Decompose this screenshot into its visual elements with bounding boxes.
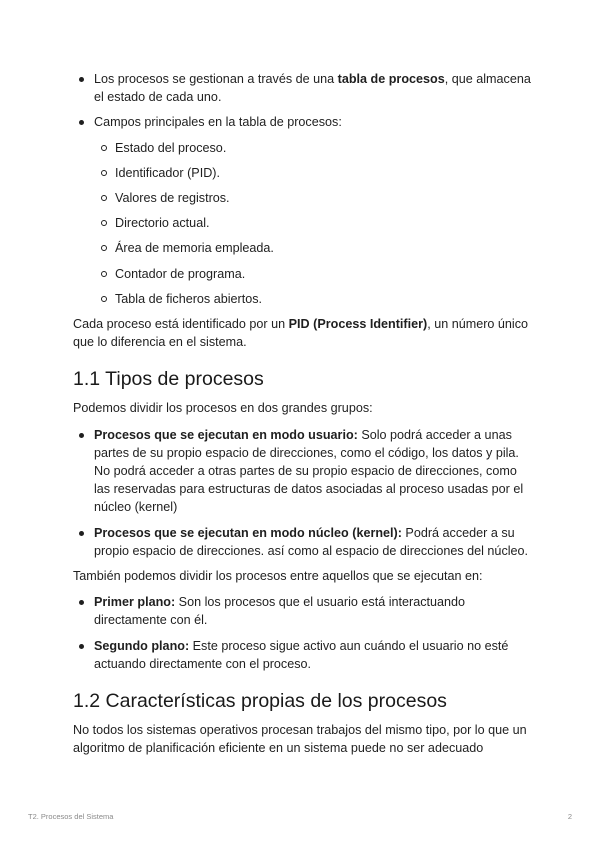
pid-paragraph: Cada proceso está identificado por un PID (Process Identifier), un número único que lo diferencia en el sistema. (73, 317, 529, 350)
field-item: Estado del proceso. (94, 139, 533, 157)
section-heading: 1.1 Tipos de procesos (73, 368, 264, 391)
page-number: 2 (567, 812, 572, 821)
list-item: Campos principales en la tabla de procesos: Estado del proceso. Identificador (PID). Valores de registros. Directorio actual. Área de memoria empleada. Contador de programa. Tabla de ficheros abiertos. (73, 113, 533, 308)
field-item: Tabla de ficheros abiertos. (94, 290, 533, 308)
list-item: Procesos que se ejecutan en modo usuario: Solo podrá acceder a unas partes de su propio espacio de direcciones, como el código, los datos y pila. No podrá acceder a otras partes de su propio espacio de direcciones, como las reservadas para estructuras de datos asociadas al proceso usadas por el núcleo (kernel) (73, 426, 533, 517)
footer-document-title: T2. Procesos del Sistema (28, 812, 114, 821)
process-planes-list (73, 593, 533, 673)
paragraph: No todos los sistemas operativos procesan trabajos del mismo tipo, por lo que un algoritmo de planificación eficiente en un sistema puede no ser adecuado (73, 723, 527, 756)
field-item: Contador de programa. (94, 265, 533, 283)
field-item: Área de memoria empleada. (94, 239, 533, 257)
field-item: Valores de registros. (94, 189, 533, 207)
list-item: Procesos que se ejecutan en modo núcleo (kernel): Podrá acceder a su propio espacio de direcciones. así como al espacio de direcciones del núcleo. (73, 524, 533, 560)
fields-list (94, 139, 533, 308)
page-footer (28, 812, 572, 821)
list-item: Segundo plano: Este proceso sigue activo aun cuándo el usuario no esté actuando directamente con el proceso. (73, 637, 533, 673)
process-table-list (73, 70, 533, 308)
paragraph: También podemos dividir los procesos entre aquellos que se ejecutan en: (73, 569, 483, 584)
process-groups-list (73, 426, 533, 560)
list-item: Primer plano: Son los procesos que el usuario está interactuando directamente con él. (73, 593, 533, 629)
document-page (73, 70, 533, 765)
paragraph: Podemos dividir los procesos en dos grandes grupos: (73, 401, 373, 416)
section-heading: 1.2 Características propias de los procesos (73, 690, 447, 713)
field-item: Identificador (PID). (94, 164, 533, 182)
list-item: Los procesos se gestionan a través de una tabla de procesos, que almacena el estado de cada uno. (73, 70, 533, 106)
field-item: Directorio actual. (94, 214, 533, 232)
